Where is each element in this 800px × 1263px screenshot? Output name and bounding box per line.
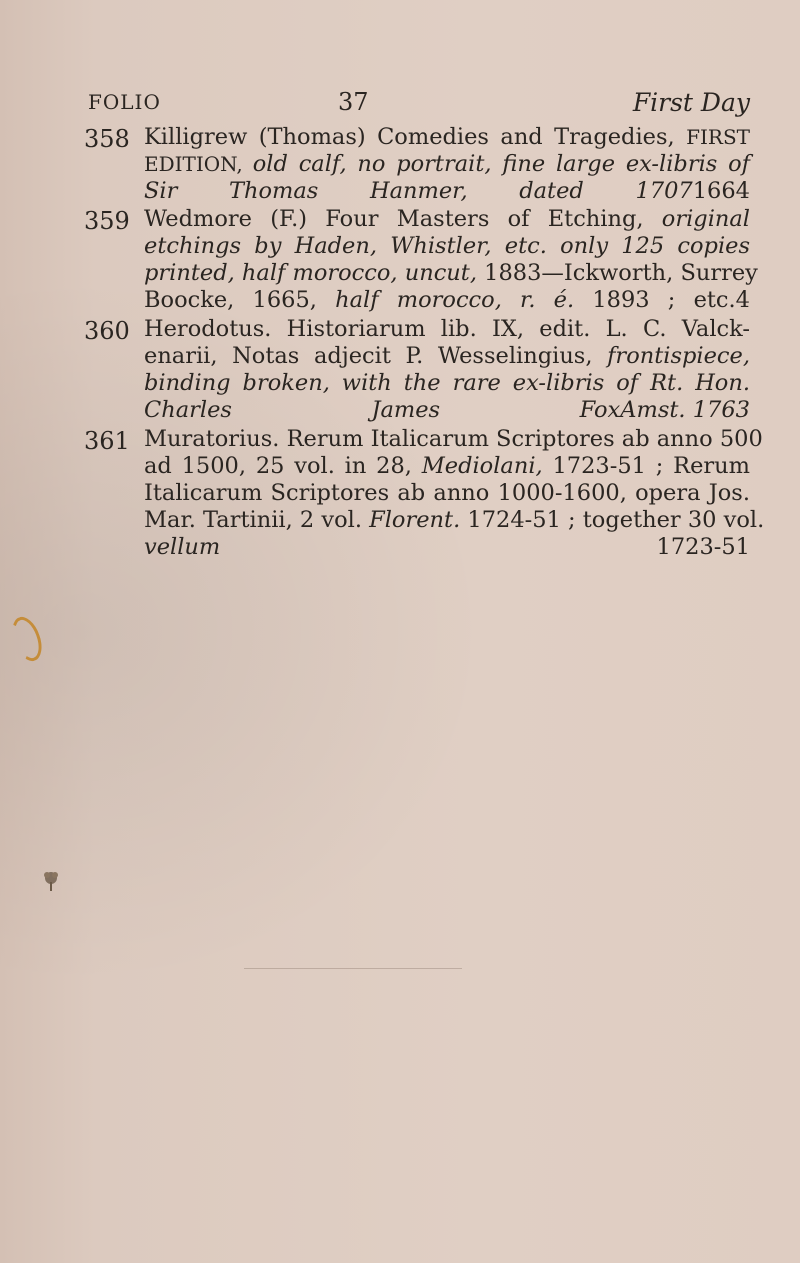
lot-line: Wedmore (F.) Four Masters of Etching, original — [144, 206, 750, 232]
faint-divider — [244, 968, 462, 969]
lot-line: ad 1500, 25 vol. in 28, Mediolani, 1723-51 ; Rerum — [144, 453, 750, 479]
lot-line: enarii, Notas adjecit P. Wesselingius, frontispiece, — [144, 343, 750, 369]
margin-flower-icon — [40, 868, 62, 892]
lot-line: Boocke, 1665, half morocco, r. é. 1893 ; etc. 4 — [144, 287, 750, 313]
lot-line: Muratorius. Rerum Italicarum Scriptores ab anno 500 — [144, 426, 763, 452]
lot-line: Charles James Fox Amst. 1763 — [144, 397, 750, 423]
lot-number: 360 — [84, 317, 130, 345]
page-number: 37 — [338, 88, 369, 116]
day-title: First Day — [632, 88, 750, 117]
lot-description — [144, 316, 750, 424]
folio-label: FOLIO — [88, 90, 161, 114]
lot-line: printed, half morocco, uncut, 1883—Ickworth, Surrey — [144, 260, 758, 286]
lot-line: EDITION, old calf, no portrait, fine large ex-libris of — [144, 151, 750, 177]
margin-stain-icon — [7, 613, 47, 665]
lot-line: vellum 1723-51 — [144, 534, 750, 560]
lot-description — [144, 426, 765, 561]
lot-line: Italicarum Scriptores ab anno 1000-1600, opera Jos. — [144, 480, 750, 506]
lot-number: 358 — [84, 125, 130, 153]
lot-line: Sir Thomas Hanmer, dated 1707 1664 — [144, 178, 750, 204]
page-header — [88, 88, 750, 118]
lot-line: Herodotus. Historiarum lib. IX, edit. L. C. Valck- — [144, 316, 750, 342]
lot-description — [144, 206, 758, 314]
lot-line: Mar. Tartinii, 2 vol. Florent. 1724-51 ; together 30 vol. — [144, 507, 765, 533]
lot-line: etchings by Haden, Whistler, etc. only 125 copies — [144, 233, 750, 259]
lot-number: 359 — [84, 207, 130, 235]
lot-line: Killigrew (Thomas) Comedies and Tragedies, FIRST — [144, 124, 750, 150]
lot-description — [144, 124, 750, 205]
lot-number: 361 — [84, 427, 130, 455]
lot-line: binding broken, with the rare ex-libris of Rt. Hon. — [144, 370, 750, 396]
